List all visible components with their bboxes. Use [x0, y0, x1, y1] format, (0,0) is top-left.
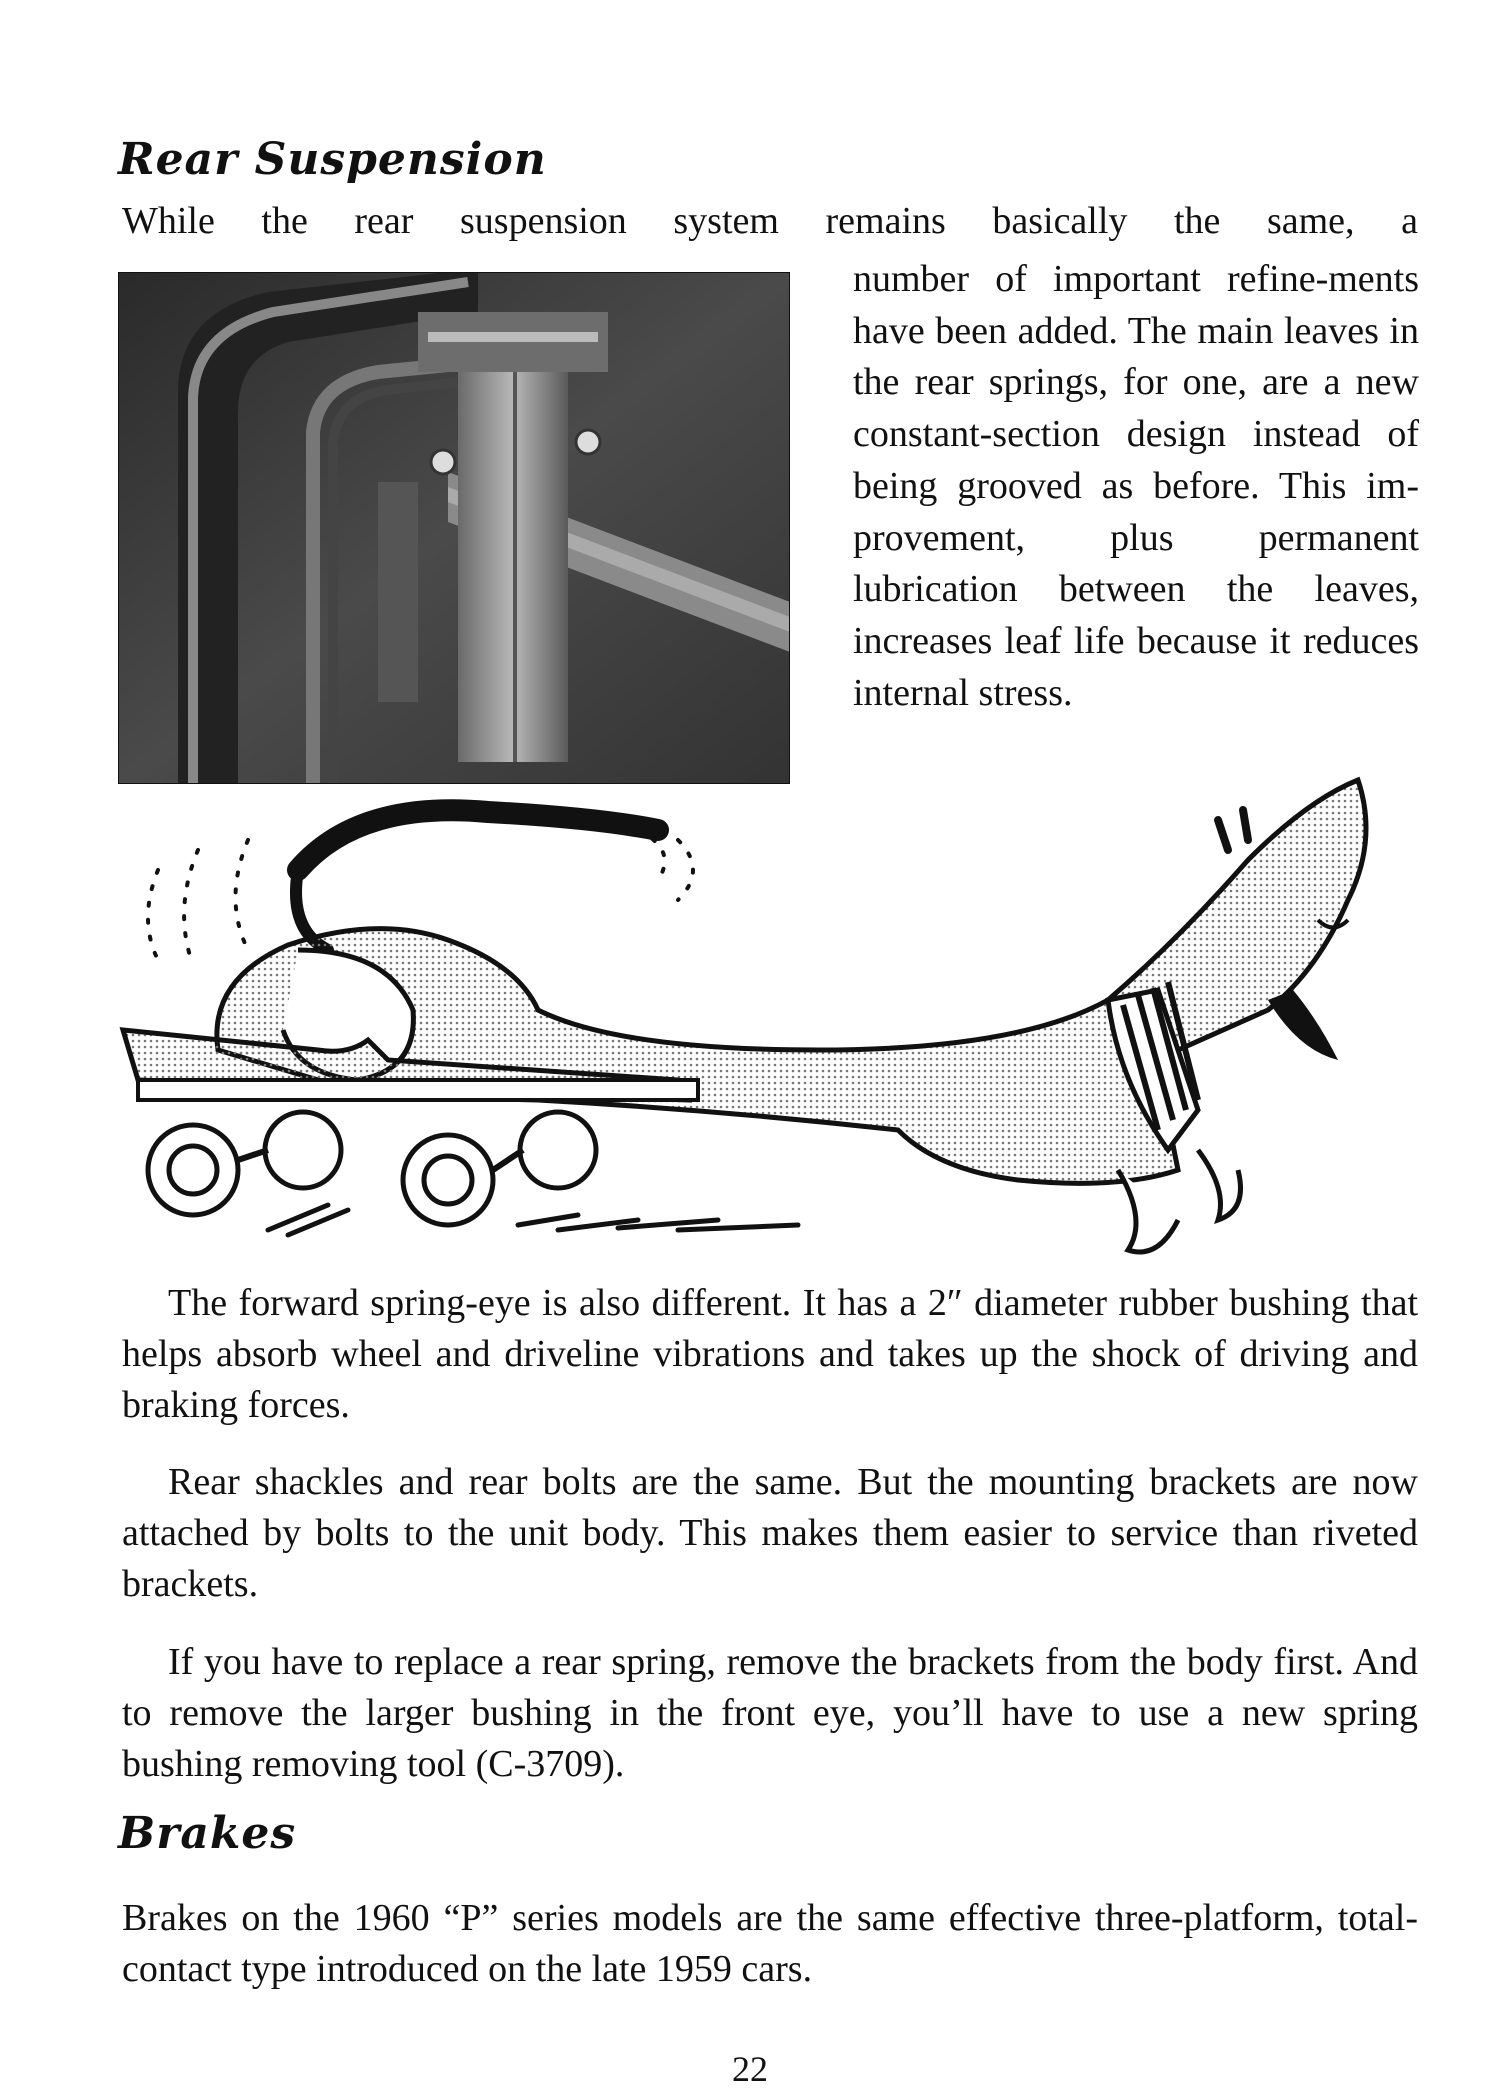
- dachshund-skateboard-cartoon: [118, 750, 1418, 1270]
- brakes-paragraph: Brakes on the 1960 “P” series models are the same effective three-platform, total-contact type introduced on the late 1959 cars.: [122, 1897, 1418, 1990]
- brakes-heading: Brakes: [118, 1808, 297, 1859]
- replace-spring-paragraph: If you have to replace a rear spring, remove the brackets from the body first. And to remove the larger bushing in the front eye, you’ll have to use a new spring bushing removing tool (C-3709).: [122, 1641, 1418, 1785]
- rear-suspension-heading: Rear Suspension: [118, 134, 547, 185]
- rear-suspension-photo: [118, 272, 790, 784]
- side-text: number of important refine-ments have been added. The main leaves in the rear springs, for one, are a new constant-section design instead of being grooved as before. This im-provement, plus permanent lubrication between the leaves, increases leaf life because it reduces internal stress.: [853, 258, 1419, 714]
- intro-line: While the rear suspension system remains basically the same, a: [122, 200, 1418, 242]
- rear-shackles-paragraph: Rear shackles and rear bolts are the same. But the mounting brackets are now attached by bolts to the unit body. This makes them easier to service than riveted brackets.: [122, 1461, 1418, 1605]
- page-number: 22: [732, 2049, 768, 2089]
- forward-spring-eye-paragraph: The forward spring-eye is also different. It has a 2″ diameter rubber bushing that helps absorb wheel and driveline vibrations and takes up the shock of driving and braking forces.: [122, 1282, 1418, 1426]
